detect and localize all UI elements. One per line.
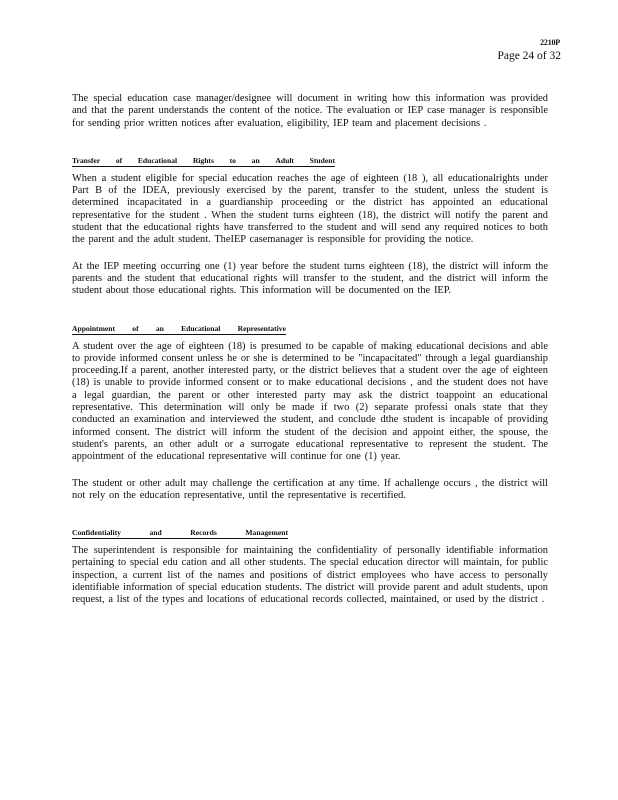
paragraph: A student over the age of eighteen (18) is presumed to be capable of making educational decisions and able to provide informed consent unless he or she is determined to be "incapacitated" through a legal guardianship proceeding.If a parent, another interested party, or the district believes that a student over the age of eighteen (18) is unable to provide informed consent or to make educational decisions , and the student does not have a legal guardian, the parent or other interested party may ask the district toappoint an educational representative. This determination will only be made if two (2) separate professi onals state that they conducted an examination and interviewed the student, and conclude dthe student is incapable of providing informed consent. The district will inform the student of the decision and appoint either, the spouse, the student's parents, an other adult or a surrogate educational representative to represent the student. The appointment of the educational representative will continue for one (1) year.: [72, 340, 548, 463]
section-heading: [72, 528, 288, 539]
heading-word: and: [149, 528, 162, 538]
policy-number: 2210P: [540, 38, 560, 47]
heading-word: Confidentiality: [72, 528, 121, 538]
heading-word: of: [132, 323, 139, 333]
paragraph: The superintendent is responsible for maintaining the confidentiality of personally identifiable information pertaining to special edu cation and all other students. The special education director will maintain, for public inspection, a current list of the names and positions of district employees who have access to personally identifiable information of special education students. The district will provide parent and adult students, upon request, a list of the types and locations of educational records collected, maintained, or used by the district .: [72, 545, 548, 606]
paragraph: When a student eligible for special education reaches the age of eighteen (18 ), all educationalrights under Part B of the IDEA, previously exercised by the parent, transfer to the student, unless the student is determined incapacitated in a guardianship proceeding or the district has appointed an educational representative for the student . When the student turns eighteen (18), the district will notify the parent and student that the educational rights have transferred to the student and will send any required notices to both the parent and the adult student. TheIEP casemanager is responsible for providing the notice.: [72, 172, 548, 246]
document-body: [72, 93, 548, 607]
section-heading: [72, 324, 286, 335]
heading-word: Records: [190, 528, 217, 538]
heading-word: Rights: [192, 155, 214, 165]
page-number: Page 24 of 32: [497, 50, 561, 62]
heading-word: Educational: [181, 323, 221, 333]
heading-word: an: [251, 155, 260, 165]
section-transfer-rights: [72, 156, 548, 298]
section-confidentiality: [72, 528, 548, 606]
heading-word: Educational: [137, 155, 178, 165]
heading-word: Adult: [275, 155, 294, 165]
heading-word: of: [115, 155, 123, 165]
heading-word: Management: [245, 528, 288, 538]
paragraph: The student or other adult may challenge the certification at any time. If achallenge occurs , the district will not rely on the education representative, until the representative is recertified.: [72, 477, 548, 501]
heading-word: Representative: [237, 323, 286, 333]
section-heading-text: [72, 156, 335, 166]
paragraph: At the IEP meeting occurring one (1) year before the student turns eighteen (18), the district will inform the parents and the student that educational rights will transfer to the student, and the district will inform the student about those educational rights. This information will be documented on the IEP.: [72, 260, 548, 297]
heading-word: Appointment: [72, 323, 116, 333]
heading-word: an: [155, 323, 164, 333]
section-appointment-representative: [72, 324, 548, 503]
section-heading-text: [72, 324, 286, 334]
section-heading-text: [72, 528, 288, 538]
heading-word: Student: [309, 155, 335, 165]
section-heading: [72, 156, 335, 167]
heading-word: Transfer: [72, 155, 101, 165]
heading-word: to: [229, 155, 236, 165]
intro-paragraph: The special education case manager/designee will document in writing how this information was provided and that the parent understands the content of the notice. The evaluation or IEP case manager is responsible for sending prior written notices after evaluation, eligibility, IEP team and placement decisions .: [72, 93, 548, 129]
